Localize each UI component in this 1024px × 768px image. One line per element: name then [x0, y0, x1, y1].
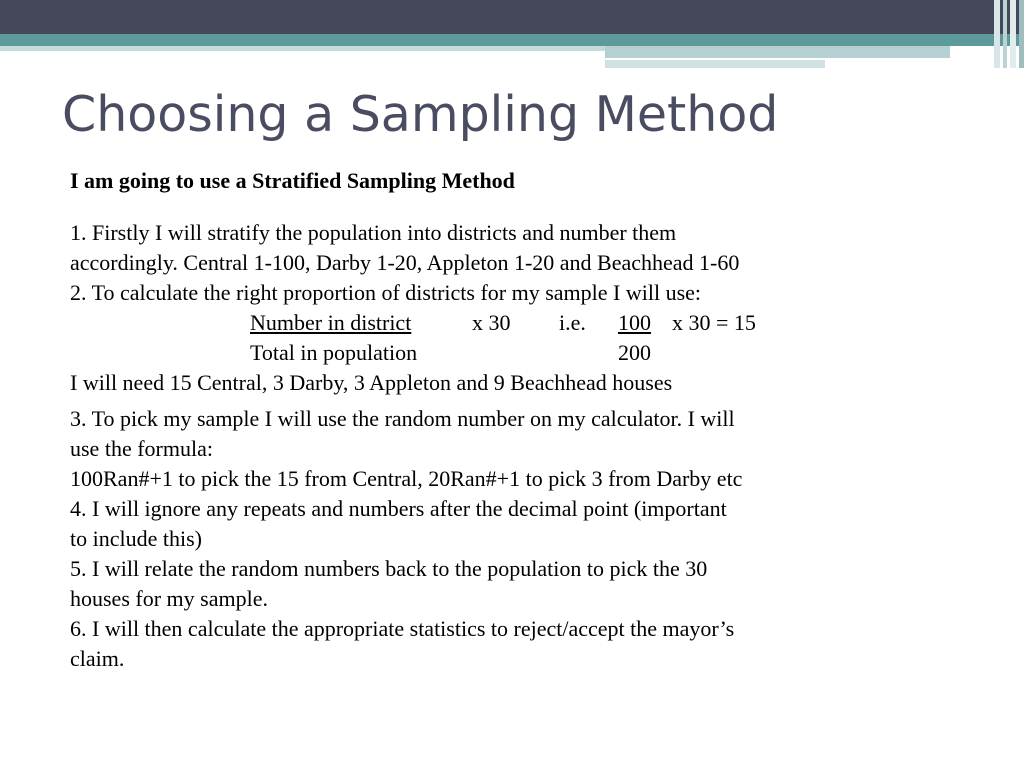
header-stripe-light: [0, 46, 605, 51]
step-6-line: claim.: [70, 646, 125, 671]
slide-body: [70, 166, 970, 674]
header-stripe-right-lower: [605, 60, 825, 68]
step-5-line: houses for my sample.: [70, 586, 268, 611]
formula-denominator: Total in population: [250, 340, 418, 365]
formula-denominator-row: [70, 338, 970, 368]
header-band-teal: [0, 34, 1024, 46]
slide-title: Choosing a Sampling Method: [62, 86, 779, 143]
step-2-line: 2. To calculate the right proportion of districts for my sample I will use:: [70, 280, 702, 305]
step-5-line: 5. I will relate the random numbers back to the population to pick the 30: [70, 556, 708, 581]
formula-numerator-row: [70, 308, 970, 338]
formula-den-value: 200: [618, 340, 651, 365]
step-3-line: use the formula:: [70, 436, 213, 461]
step-1-line: 1. Firstly I will stratify the population into districts and number them: [70, 220, 677, 245]
corner-bar: [1019, 0, 1024, 68]
formula-numerator: Number in district: [250, 310, 412, 335]
step-3-line: 3. To pick my sample I will use the random number on my calculator. I will: [70, 406, 735, 431]
corner-bar: [1010, 0, 1016, 68]
step-3-line: 100Ran#+1 to pick the 15 from Central, 20Ran#+1 to pick 3 from Darby etc: [70, 466, 743, 491]
result-line: I will need 15 Central, 3 Darby, 3 Appleton and 9 Beachhead houses: [70, 370, 673, 395]
formula-times: x 30: [472, 310, 511, 335]
step-6-line: 6. I will then calculate the appropriate statistics to reject/accept the mayor’s: [70, 616, 735, 641]
formula-ie: i.e.: [559, 310, 586, 335]
formula-calc: x 30 = 15: [672, 310, 756, 335]
step-4-line: to include this): [70, 526, 202, 551]
step-4-line: 4. I will ignore any repeats and numbers after the decimal point (important: [70, 496, 727, 521]
header-stripe-right: [605, 46, 950, 58]
step-1-line: accordingly. Central 1-100, Darby 1-20, Appleton 1-20 and Beachhead 1-60: [70, 250, 740, 275]
header-band-dark: [0, 0, 1024, 34]
subheading: I am going to use a Stratified Sampling Method: [70, 168, 515, 193]
corner-bar: [1003, 0, 1007, 68]
formula-num-value: 100: [618, 310, 651, 335]
corner-bar: [994, 0, 1000, 68]
